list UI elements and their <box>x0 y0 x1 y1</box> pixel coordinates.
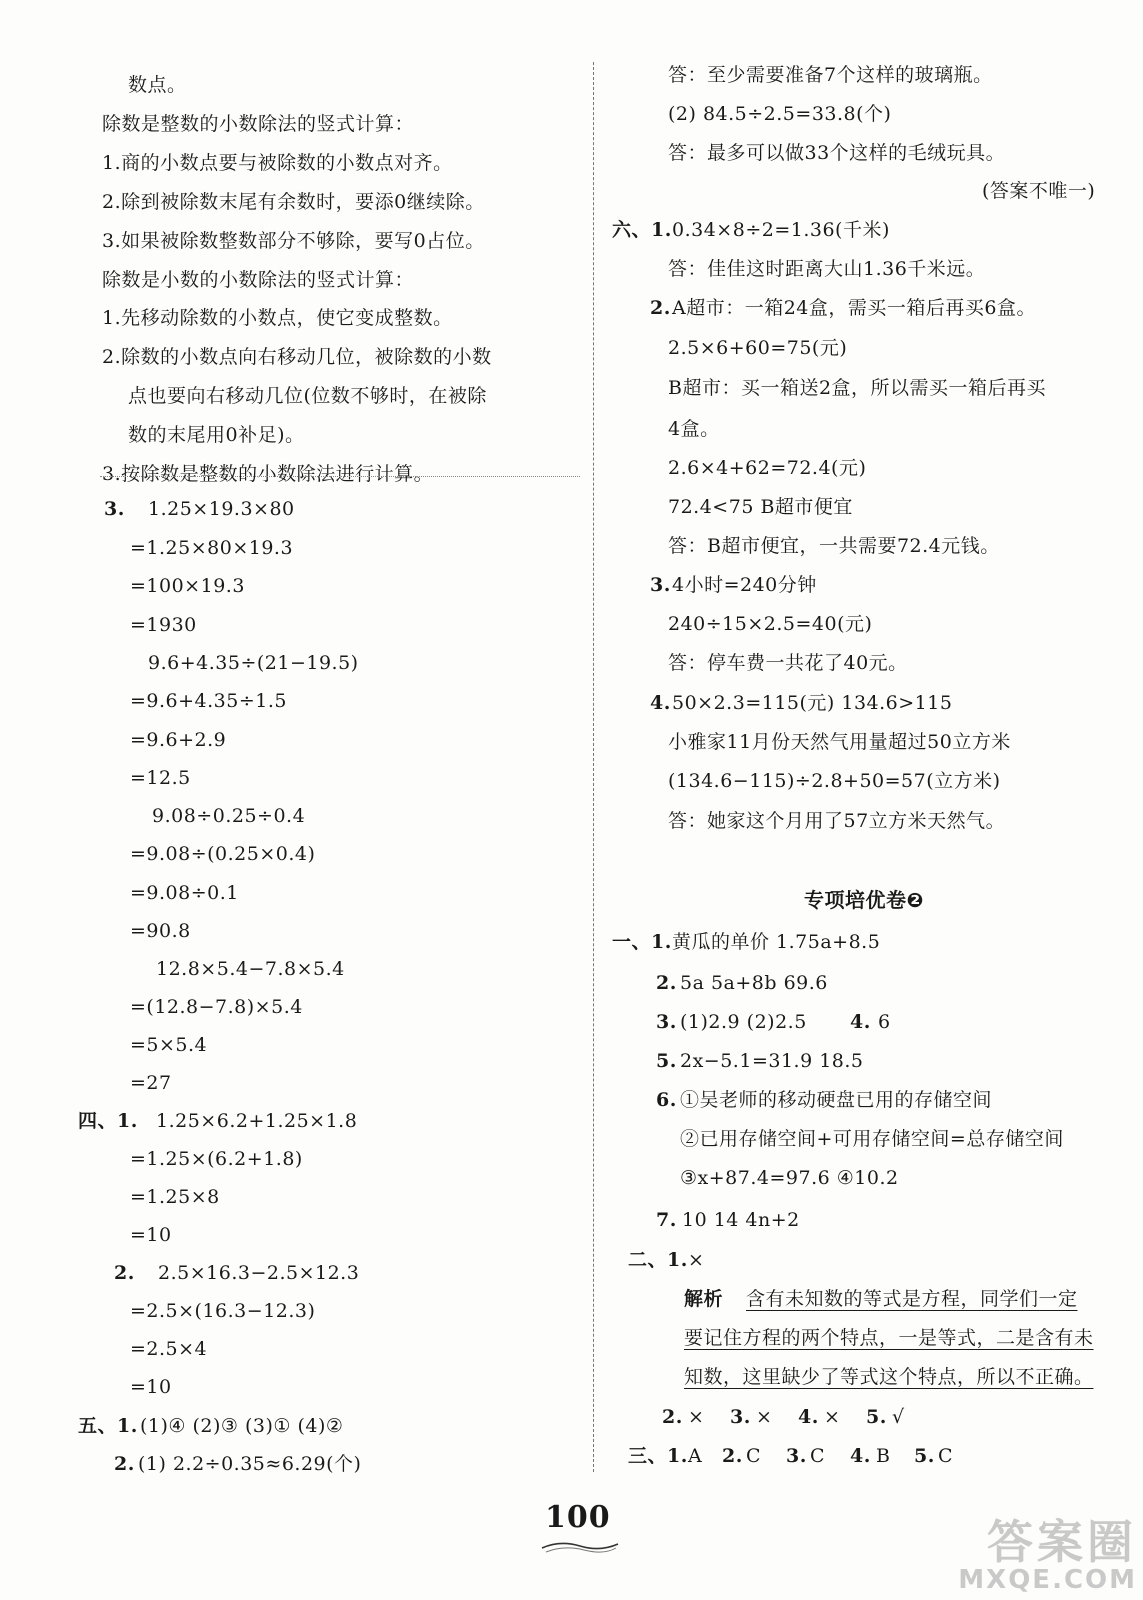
question-number: 3. <box>656 1011 677 1033</box>
answer-line: 答：停车费一共花了40元。 <box>668 652 908 674</box>
equation-line: =1.25×8 <box>130 1186 220 1208</box>
equation-line: =2.5×(16.3−12.3) <box>130 1300 316 1322</box>
answer-line: 答：她家这个月用了57立方米天然气。 <box>668 810 1006 832</box>
answer-line: (1)④ (2)③ (3)① (4)② <box>140 1415 344 1437</box>
question-number: 五、1. <box>78 1415 138 1437</box>
answer-line: ②已用存储空间+可用存储空间=总存储空间 <box>680 1128 1064 1150</box>
equation-line: (134.6−115)÷2.8+50=57(立方米) <box>668 770 1001 792</box>
equation-line: 2.6×4+62=72.4(元) <box>668 457 867 479</box>
equation-line: =1.25×(6.2+1.8) <box>130 1148 303 1170</box>
question-number: 5. <box>866 1406 887 1428</box>
page-number: 100 <box>545 1500 611 1535</box>
watermark-text: 答案圈 <box>987 1515 1137 1569</box>
question-number: 2. <box>722 1445 743 1467</box>
equation-line: 0.34×8÷2=1.36(千米) <box>672 219 890 241</box>
answer-mark: × <box>688 1249 705 1271</box>
column-divider <box>593 62 594 1472</box>
text-line: 2.除到被除数末尾有余数时，要添0继续除。 <box>102 191 485 213</box>
equation-line: =27 <box>130 1072 172 1094</box>
question-number: 3. <box>730 1406 751 1428</box>
watermark-logo <box>958 1515 1137 1595</box>
analysis-line: 要记住方程的两个特点，一是等式，二是含有未 <box>684 1327 1094 1349</box>
equation-line: =12.5 <box>130 767 191 789</box>
answer-line: 10 14 4n+2 <box>682 1209 800 1231</box>
answer-mark: A <box>688 1445 703 1467</box>
answer-mark: × <box>688 1406 705 1428</box>
question-number: 2. <box>650 297 671 319</box>
text-line: 72.4<75 B超市便宜 <box>668 496 853 518</box>
answer-line: 答：B超市便宜，一共需要72.4元钱。 <box>668 535 1000 557</box>
equation-line: 12.8×5.4−7.8×5.4 <box>156 958 345 980</box>
answer-line: 黄瓜的单价 1.75a+8.5 <box>672 931 881 953</box>
equation-line: =9.08÷(0.25×0.4) <box>130 843 316 865</box>
answer-line: ①吴老师的移动硬盘已用的存储空间 <box>680 1089 993 1111</box>
answer-mark: B <box>876 1445 891 1467</box>
section-separator <box>100 476 580 477</box>
question-number: 四、1. <box>78 1110 138 1132</box>
answer-line: 5a 5a+8b 69.6 <box>680 972 828 994</box>
equation-line: 9.6+4.35÷(21−19.5) <box>148 652 359 674</box>
equation-line: 2.5×16.3−2.5×12.3 <box>158 1262 360 1284</box>
question-number: 7. <box>656 1209 677 1231</box>
answer-mark: C <box>938 1445 954 1467</box>
watermark-url: MXQE.COM <box>958 1565 1137 1595</box>
equation-line: (2) 84.5÷2.5=33.8(个) <box>668 103 892 125</box>
answer-mark: × <box>756 1406 773 1428</box>
question-number: 4. <box>650 692 671 714</box>
equation-line: =1930 <box>130 614 197 636</box>
answer-mark: C <box>746 1445 762 1467</box>
text-line: 点也要向右移动几位(位数不够时，在被除 <box>128 385 487 407</box>
question-number: 三、1. <box>628 1445 688 1467</box>
analysis-label: 解析 <box>684 1288 724 1310</box>
answer-line: 答：至少需要准备7个这样的玻璃瓶。 <box>668 64 993 86</box>
question-number: 6. <box>656 1089 677 1111</box>
equation-line: =10 <box>130 1376 172 1398</box>
equation-line: =1.25×80×19.3 <box>130 537 294 559</box>
question-number: 4. <box>798 1406 819 1428</box>
question-number: 六、1. <box>612 219 672 241</box>
analysis-line: 知数，这里缺少了等式这个特点，所以不正确。 <box>684 1366 1094 1388</box>
question-number: 4. <box>850 1011 871 1033</box>
equation-line: (1) 2.2÷0.35≈6.29(个) <box>138 1453 362 1475</box>
text-line: 1.商的小数点要与被除数的小数点对齐。 <box>102 152 453 174</box>
question-number: 3. <box>786 1445 807 1467</box>
text-line: 3.如果被除数整数部分不够除，要写0占位。 <box>102 230 485 252</box>
text-line: 除数是小数的小数除法的竖式计算： <box>102 269 415 291</box>
answer-line: ③x+87.4=97.6 ④10.2 <box>680 1167 899 1189</box>
note-line: (答案不唯一) <box>982 180 1096 202</box>
question-number: 二、1. <box>628 1249 688 1271</box>
question-number: 2. <box>662 1406 683 1428</box>
analysis-line: 含有未知数的等式是方程，同学们一定 <box>746 1288 1078 1310</box>
equation-line: =5×5.4 <box>130 1034 208 1056</box>
equation-line: =90.8 <box>130 920 191 942</box>
question-number: 2. <box>114 1262 135 1284</box>
answer-mark: C <box>810 1445 826 1467</box>
equation-line: 9.08÷0.25÷0.4 <box>152 805 306 827</box>
text-line: B超市：买一箱送2盒，所以需买一箱后再买 <box>668 377 1047 399</box>
question-number: 一、1. <box>612 931 672 953</box>
question-number: 3. <box>650 574 671 596</box>
question-number: 4. <box>850 1445 871 1467</box>
equation-line: 2.5×6+60=75(元) <box>668 337 848 359</box>
answer-line: 答：最多可以做33个这样的毛绒玩具。 <box>668 142 1006 164</box>
equation-line: =100×19.3 <box>130 575 245 597</box>
question-number: 2. <box>656 972 677 994</box>
text-line: 数的末尾用0补足)。 <box>128 424 305 446</box>
question-number: 2. <box>114 1453 135 1475</box>
question-number: 5. <box>914 1445 935 1467</box>
text-line: 2.除数的小数点向右移动几位，被除数的小数 <box>102 346 492 368</box>
answer-line: 6 <box>878 1011 891 1033</box>
answer-mark: × <box>824 1406 841 1428</box>
question-number: 3. <box>104 498 125 520</box>
answer-line: 2x−5.1=31.9 18.5 <box>680 1050 864 1072</box>
text-line: 小雅家11月份天然气用量超过50立方米 <box>668 731 1011 753</box>
equation-line: 1.25×19.3×80 <box>148 498 295 520</box>
equation-line: =2.5×4 <box>130 1338 208 1360</box>
question-number: 5. <box>656 1050 677 1072</box>
equation-line: =9.08÷0.1 <box>130 882 239 904</box>
answer-line: 答：佳佳这时距离大山1.36千米远。 <box>668 258 986 280</box>
equation-line: 4小时=240分钟 <box>672 574 817 596</box>
answer-line: (1)2.9 (2)2.5 <box>680 1011 807 1033</box>
text-line: 4盒。 <box>668 418 720 440</box>
wave-ornament-icon <box>540 1538 620 1554</box>
text-line: 数点。 <box>128 74 187 96</box>
equation-line: =(12.8−7.8)×5.4 <box>130 996 303 1018</box>
answer-mark: √ <box>892 1406 905 1428</box>
text-line: 除数是整数的小数除法的竖式计算： <box>102 113 415 135</box>
equation-line: =10 <box>130 1224 172 1246</box>
text-line: 3.按除数是整数的小数除法进行计算。 <box>102 463 434 485</box>
equation-line: 50×2.3=115(元) 134.6>115 <box>672 692 953 714</box>
equation-line: 240÷15×2.5=40(元) <box>668 613 873 635</box>
section-title: 专项培优卷❷ <box>804 888 924 912</box>
equation-line: =9.6+4.35÷1.5 <box>130 690 287 712</box>
text-line: 1.先移动除数的小数点，使它变成整数。 <box>102 307 453 329</box>
text-line: A超市：一箱24盒，需买一箱后再买6盒。 <box>672 297 1036 319</box>
equation-line: =9.6+2.9 <box>130 729 227 751</box>
equation-line: 1.25×6.2+1.25×1.8 <box>156 1110 358 1132</box>
